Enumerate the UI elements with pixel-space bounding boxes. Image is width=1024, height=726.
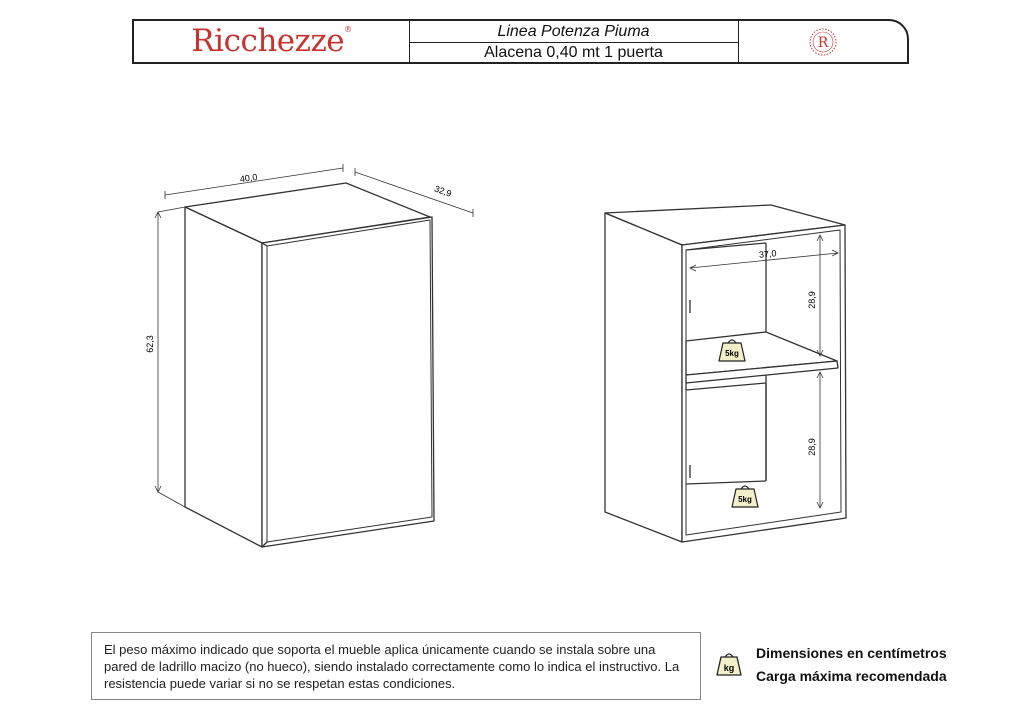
closed-width-label: 40,0 bbox=[239, 171, 258, 185]
closed-depth-label: 32,9 bbox=[433, 183, 453, 199]
load-disclaimer: El peso máximo indicado que soporta el mueble aplica únicamente cuando se instala sobre una pared de ladrillo macizo (no hueco), siendo instalado correctamente como lo indica el instructivo. La resistencia puede variar si no se respetan estas condiciones. bbox=[91, 632, 701, 700]
upper-load-label: 5kg bbox=[725, 349, 739, 358]
lower-weight-icon bbox=[732, 486, 758, 507]
kg-weight-icon bbox=[714, 650, 744, 678]
line-name: Linea Potenza Piuma bbox=[409, 21, 738, 43]
legend-text bbox=[756, 642, 947, 688]
seal-letter: R bbox=[817, 34, 828, 51]
closed-height-label: 62,3 bbox=[145, 335, 155, 353]
max-load-legend: Carga máxima recomendada bbox=[756, 668, 947, 684]
lower-load-label: 5kg bbox=[738, 495, 752, 504]
lower-height-label: 28,9 bbox=[807, 438, 817, 456]
legend bbox=[712, 640, 982, 690]
open-width-label: 37,0 bbox=[758, 248, 777, 260]
upper-weight-icon bbox=[719, 340, 745, 361]
product-name: Alacena 0,40 mt 1 puerta bbox=[484, 44, 663, 61]
closed-cabinet bbox=[185, 183, 434, 547]
brand-logo: Ricchezze® bbox=[191, 23, 352, 59]
kg-icon-label: kg bbox=[723, 663, 735, 673]
upper-height-label: 28,9 bbox=[807, 291, 817, 309]
dimensions-legend: Dimensiones en centímetros bbox=[756, 645, 947, 661]
